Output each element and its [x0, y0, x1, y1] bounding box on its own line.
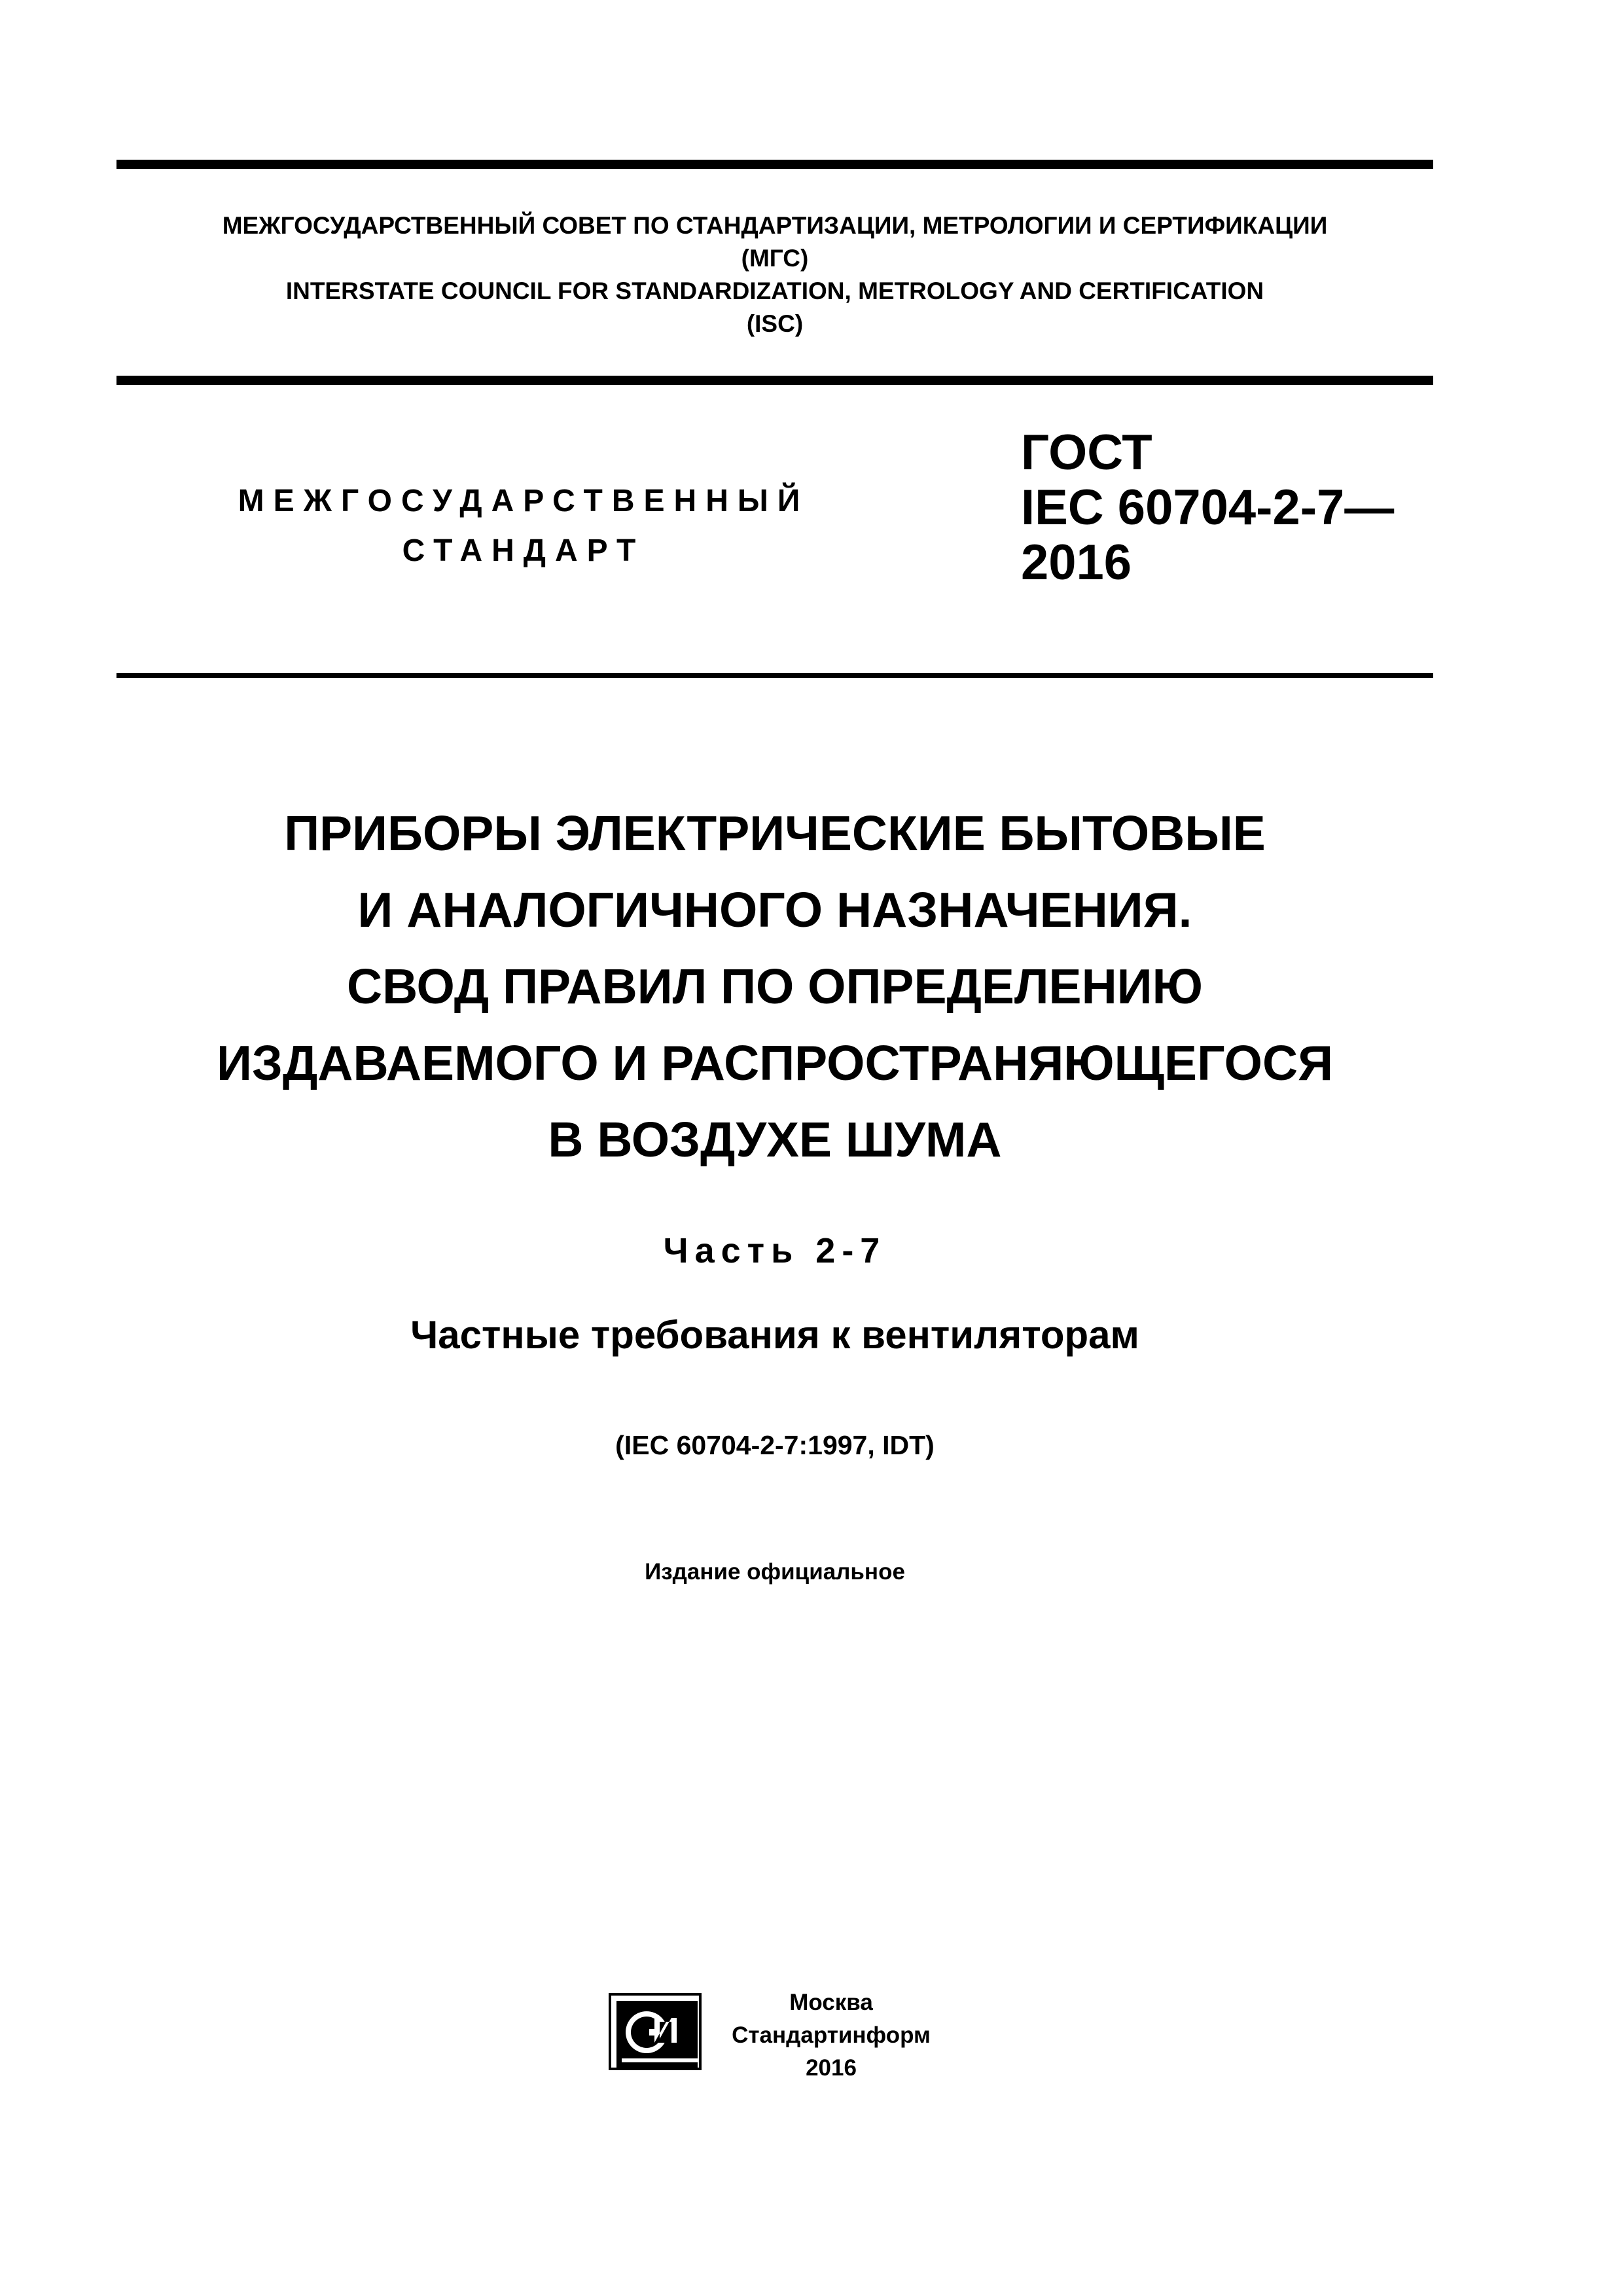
- council-ru-abbr: (МГС): [741, 245, 809, 272]
- designation-rule: [116, 673, 1433, 678]
- title-line-1: ПРИБОРЫ ЭЛЕКТРИЧЕСКИЕ БЫТОВЫЕ: [284, 806, 1266, 861]
- council-en-abbr: (ISC): [746, 310, 804, 337]
- publisher-name: Стандартинформ: [732, 2022, 931, 2048]
- title-line-4: ИЗДАВАЕМОГО И РАСПРОСТРАНЯЮЩЕГОСЯ: [216, 1035, 1334, 1090]
- publisher-year: 2016: [806, 2055, 857, 2081]
- header-rule: [116, 376, 1433, 385]
- iec-reference: (IEC 60704-2-7:1997, IDT): [615, 1430, 935, 1460]
- gost-line1: ГОСТ: [1021, 425, 1152, 480]
- title-line-2: И АНАЛОГИЧНОГО НАЗНАЧЕНИЯ.: [357, 882, 1192, 937]
- standard-type: [196, 476, 851, 576]
- document-subtitle: Частные требования к вентиляторам: [410, 1313, 1139, 1357]
- part-number: Часть 2-7: [663, 1231, 887, 1270]
- standard-type-line2: СТАНДАРТ: [402, 533, 645, 568]
- gost-designation: [1021, 425, 1394, 590]
- publisher-block: [720, 1986, 942, 2085]
- council-ru: МЕЖГОСУДАРСТВЕННЫЙ СОВЕТ ПО СТАНДАРТИЗАЦИИ, МЕТРОЛОГИИ И СЕРТИФИКАЦИИ: [222, 212, 1328, 239]
- edition-note: Издание официальное: [645, 1559, 905, 1585]
- gost-line2: IEC 60704-2-7—: [1021, 480, 1395, 535]
- standard-type-line1: МЕЖГОСУДАРСТВЕННЫЙ: [238, 484, 810, 518]
- gost-line3: 2016: [1021, 535, 1132, 590]
- publisher-city: Москва: [789, 1990, 873, 2015]
- council-en: INTERSTATE COUNCIL FOR STANDARDIZATION, METROLOGY AND CERTIFICATION: [285, 278, 1264, 304]
- document-title: [116, 795, 1433, 1178]
- council-header: [116, 209, 1433, 340]
- top-rule: [116, 160, 1433, 169]
- standartinform-logo-icon: [609, 1993, 702, 2070]
- title-line-3: СВОД ПРАВИЛ ПО ОПРЕДЕЛЕНИЮ: [347, 959, 1203, 1014]
- title-line-5: В ВОЗДУХЕ ШУМА: [548, 1112, 1002, 1167]
